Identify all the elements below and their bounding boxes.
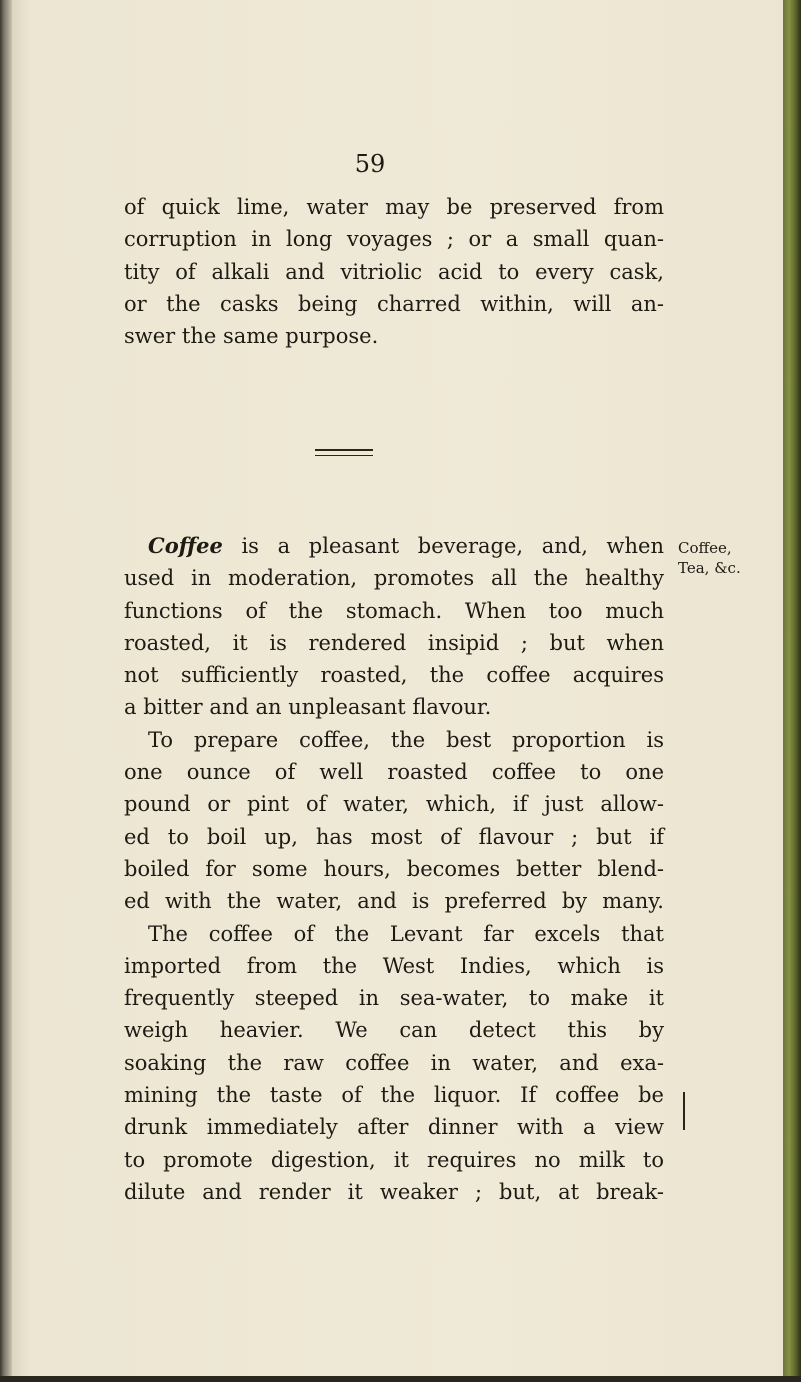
page-left-shadow: [0, 0, 12, 1382]
text-line: swer the same purpose.: [124, 324, 379, 349]
paragraph-coffee: [124, 530, 664, 1208]
text-line: dilute and render it weaker ; but, at break-: [124, 1179, 664, 1204]
text-line: frequently steeped in sea-water, to make it: [124, 986, 664, 1011]
text-line: boiled for some hours, becomes better blend-: [124, 856, 664, 881]
section-divider-rule: [315, 449, 373, 456]
page-number: 59: [354, 150, 386, 178]
text-line: to promote digestion, it requires no milk to: [124, 1147, 664, 1172]
text-line: one ounce of well roasted coffee to one: [124, 760, 664, 785]
text-line: tity of alkali and vitriolic acid to every cask,: [124, 259, 664, 284]
text-line: roasted, it is rendered insipid ; but when: [124, 630, 664, 655]
text-line: mining the taste of the liquor. If coffee be: [124, 1083, 664, 1108]
text-line: ed to boil up, has most of flavour ; but if: [124, 824, 664, 849]
text-line: pound or pint of water, which, if just allow-: [124, 792, 664, 817]
text-line: functions of the stomach. When too much: [124, 598, 664, 623]
text-line: imported from the West Indies, which is: [124, 953, 664, 978]
book-cover-edge: [783, 0, 801, 1382]
text-line: used in moderation, promotes all the healthy: [124, 566, 664, 591]
margin-note-line1: Coffee,: [678, 539, 732, 557]
text-line: ed with the water, and is preferred by many.: [124, 889, 664, 914]
text-line: or the casks being charred within, will an-: [124, 291, 664, 316]
text-line: weigh heavier. We can detect this by: [124, 1018, 664, 1043]
page-bottom-edge: [0, 1376, 801, 1382]
text-line: not sufficiently roasted, the coffee acquires: [124, 663, 664, 688]
text-line: drunk immediately after dinner with a view: [124, 1115, 664, 1140]
text-line: of quick lime, water may be preserved from: [124, 195, 664, 219]
paragraph-quick-lime: [124, 191, 664, 352]
text-line: To prepare coffee, the best proportion is: [148, 727, 664, 752]
lead-word-coffee: Coffee: [148, 533, 223, 558]
text-line: The coffee of the Levant far excels that: [148, 921, 664, 946]
text-line-first: [124, 530, 664, 562]
text-line-rest: is a pleasant beverage, and, when: [222, 534, 664, 558]
text-line: corruption in long voyages ; or a small quan-: [124, 227, 664, 252]
text-line: a bitter and an unpleasant flavour.: [124, 695, 492, 720]
margin-note-line2: Tea, &c.: [678, 559, 741, 577]
margin-bracket: [683, 1092, 685, 1130]
text-line: soaking the raw coffee in water, and exa-: [124, 1050, 664, 1075]
